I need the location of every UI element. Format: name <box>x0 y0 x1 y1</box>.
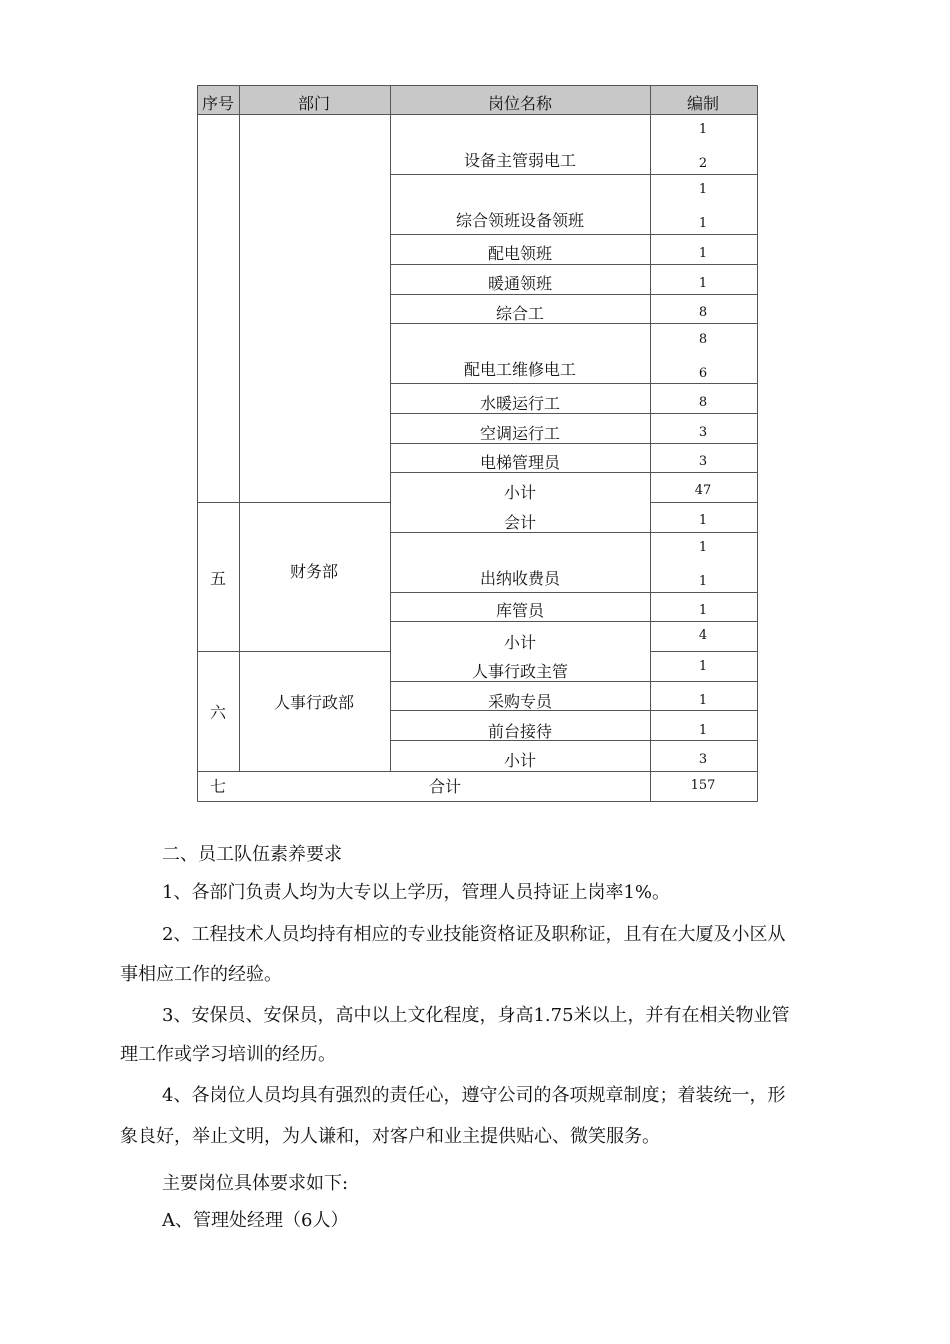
seq-number: 七 <box>209 777 227 796</box>
post-name: 库管员 <box>495 601 545 620</box>
subtotal-label: 小计 <box>503 751 537 770</box>
dept-name: 人事行政部 <box>273 693 355 712</box>
total-value: 157 <box>690 778 716 793</box>
post-name: 出纳收费员 <box>479 569 561 588</box>
paragraph-line: 主要岗位具体要求如下: <box>162 1173 349 1194</box>
count-value: 1 <box>698 122 708 137</box>
count-value: 6 <box>698 366 708 381</box>
count-value: 3 <box>698 425 708 440</box>
count-value: 2 <box>698 156 708 171</box>
paragraph-line: A、管理处经理（6人） <box>162 1210 349 1231</box>
subtotal-value: 47 <box>694 483 712 498</box>
subtotal-label: 小计 <box>503 483 537 502</box>
count-value: 3 <box>698 454 708 469</box>
paragraph-line: 1、各部门负责人均为大专以上学历，管理人员持证上岗率1%。 <box>162 882 671 903</box>
header-background <box>197 85 757 114</box>
post-name: 会计 <box>503 513 537 532</box>
count-value: 1 <box>698 513 708 528</box>
seq-number: 五 <box>209 569 227 588</box>
header-seq: 序号 <box>201 94 235 113</box>
count-value: 8 <box>698 395 708 410</box>
count-value: 1 <box>698 693 708 708</box>
post-name: 配电领班 <box>487 244 553 263</box>
post-name: 暖通领班 <box>487 274 553 293</box>
post-name: 综合领班设备领班 <box>455 211 585 230</box>
post-name: 配电工维修电工 <box>463 360 577 379</box>
subtotal-label: 小计 <box>503 633 537 652</box>
section-title: 二、员工队伍素养要求 <box>162 844 342 865</box>
post-name: 前台接待 <box>487 722 553 741</box>
total-label: 合计 <box>428 777 462 796</box>
subtotal-value: 4 <box>698 628 708 643</box>
count-value: 1 <box>698 246 708 261</box>
post-name: 设备主管弱电工 <box>463 151 577 170</box>
count-value: 1 <box>698 182 708 197</box>
paragraph-line: 3、安保员、安保员，高中以上文化程度，身高1.75米以上，并有在相关物业管 <box>162 1005 790 1026</box>
post-name: 综合工 <box>495 304 545 323</box>
count-value: 1 <box>698 540 708 555</box>
header-count: 编制 <box>686 94 720 113</box>
post-name: 空调运行工 <box>479 424 561 443</box>
paragraph-line: 2、工程技术人员均持有相应的专业技能资格证及职称证，且有在大厦及小区从 <box>162 924 786 945</box>
dept-name: 财务部 <box>289 562 339 581</box>
count-value: 1 <box>698 216 708 231</box>
count-value: 1 <box>698 276 708 291</box>
subtotal-value: 3 <box>698 752 708 767</box>
post-name: 人事行政主管 <box>471 662 569 681</box>
paragraph-line: 事相应工作的经验。 <box>120 964 282 985</box>
post-name: 电梯管理员 <box>479 453 561 472</box>
post-name: 水暖运行工 <box>479 394 561 413</box>
count-value: 1 <box>698 659 708 674</box>
paragraph-line: 象良好，举止文明，为人谦和，对客户和业主提供贴心、微笑服务。 <box>120 1126 660 1147</box>
count-value: 1 <box>698 723 708 738</box>
count-value: 1 <box>698 603 708 618</box>
paragraph-line: 理工作或学习培训的经历。 <box>120 1044 336 1065</box>
count-value: 8 <box>698 305 708 320</box>
header-dept: 部门 <box>297 94 331 113</box>
seq-number: 六 <box>209 703 227 722</box>
count-value: 8 <box>698 332 708 347</box>
paragraph-line: 4、各岗位人员均具有强烈的责任心，遵守公司的各项规章制度；着装统一，形 <box>162 1085 786 1106</box>
header-post: 岗位名称 <box>487 94 553 113</box>
count-value: 1 <box>698 574 708 589</box>
post-name: 采购专员 <box>487 692 553 711</box>
